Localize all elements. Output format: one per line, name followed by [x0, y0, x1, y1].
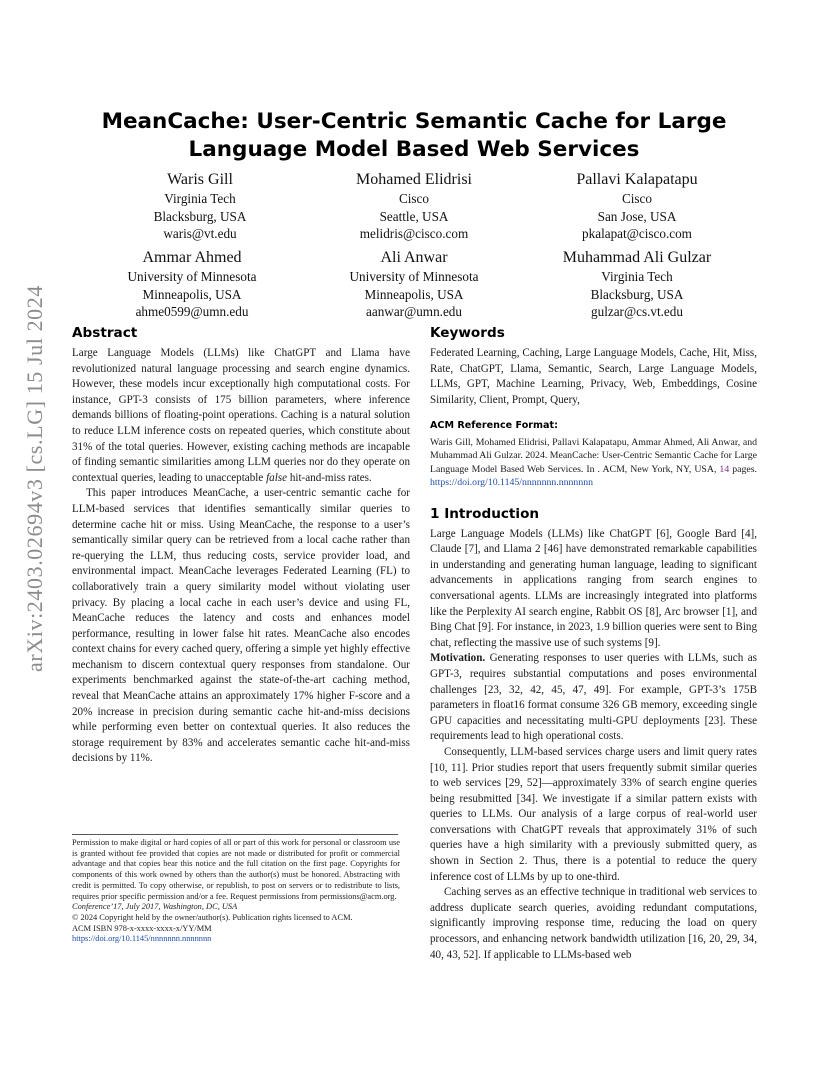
doi-link[interactable]: https://doi.org/10.1145/nnnnnnn.nnnnnnn [72, 934, 212, 944]
acm-reference-heading: ACM Reference Format: [430, 420, 558, 432]
arxiv-identifier-stamp: arXiv:2403.02694v3 [cs.LG] 15 Jul 2024 [22, 285, 47, 672]
author-email: melidris@cisco.com [359, 226, 469, 241]
author-affiliation: University of Minnesota [349, 269, 479, 284]
author-block [527, 170, 747, 243]
abstract-text: Large Language Models (LLMs) like ChatGPT and Llama have revolutionized natural language processing and search engine dynamics. However, these models incur exceptionally high computational costs. For instance, GPT-3 consists of 175 billion parameters, where inference demands billions of floating-point operations. Caching is a natural solution to reduce LLM inference costs on repeated queries, which constitute about 31% of the total queries. However, existing caching methods are incapable of finding semantic similarities among LLM queries nor do they operate on contextual queries, leading to unacceptable [72, 347, 410, 484]
permission-footnote [72, 838, 400, 945]
copyright-line: © 2024 Copyright held by the owner/author(s). Publication rights licensed to ACM. [72, 912, 353, 922]
intro-paragraph: Caching serves as an effective technique in traditional web services to address duplicate search queries, avoiding redundant computations, significantly improving response time, reducing the load on query processors, and enhancing network bandwidth utilization [16, 20, 29, 34, 40, 43, 52]. If applicable to LLMs-based web [430, 886, 757, 961]
author-block [304, 248, 524, 321]
author-email: ahme0599@umn.edu [135, 304, 249, 319]
intro-paragraph [430, 651, 757, 745]
permission-notice: Permission to make digital or hard copies of all or part of this work for personal or classroom use is granted without fee provided that copies are not made or distributed for profit or commercial advantage and that copies bear this notice and the full citation on the first page. Copyrights for components of this work owned by others than the author(s) must be honored. Abstracting with credit is permitted. To copy otherwise, or republish, to post on servers or to redistribute to lists, requires prior specific permission and/or a fee. Request permissions from permissions@acm.org. [72, 838, 400, 901]
keywords-heading: Keywords [430, 325, 505, 341]
keywords-text: Federated Learning, Caching, Large Language Models, Cache, Hit, Miss, Rate, ChatGPT, Llama, Semantic, Search, Large Language Models, LLMs, GPT, Machine Learning, Privacy, Web, Embeddings, Cosine Similarity, Client, Prompt, Query, [430, 347, 757, 406]
author-name: Ali Anwar [380, 249, 448, 266]
footnote-divider [72, 834, 398, 835]
acm-doi-link[interactable]: https://doi.org/10.1145/nnnnnnn.nnnnnnn [430, 477, 594, 489]
author-name: Mohamed Elidrisi [356, 171, 472, 188]
author-name: Muhammad Ali Gulzar [562, 249, 712, 266]
author-affiliation: University of Minnesota [127, 269, 257, 284]
author-email: waris@vt.edu [163, 226, 237, 241]
abstract-paragraph: This paper introduces MeanCache, a user-centric semantic cache for LLM-based services that identifies semantically similar queries to determine cache hit or miss. Using MeanCache, the response to a user’s semantically similar query can be retrieved from a local cache rather than re-querying the LLM, thus reducing costs, service provider load, and environmental impact. MeanCache leverages Federated Learning (FL) to collaboratively train a query similarity model without violating user privacy. By placing a local cache in each user’s device and using FL, MeanCache reduces the latency and costs and enhances model performance, resulting in lower false hit rates. MeanCache also encodes context chains for every cached query, offering a simple yet highly effective mechanism to discern contextual query responses from standalone. Our experiments benchmarked against the state-of-the-art caching method, reveal that MeanCache attains an approximately 17% higher F-score and a 20% increase in precision during semantic cache hit-and-miss decisions while performing even better on contextual queries. It also reduces the storage requirement by 83% and accelerates semantic cache hit-and-miss decisions by 11%. [72, 487, 410, 765]
author-block [82, 248, 302, 321]
author-location: Minneapolis, USA [142, 286, 242, 302]
author-affiliation: Virginia Tech [164, 191, 236, 206]
paper-title: MeanCache: User-Centric Semantic Cache for Large Language Model Based Web Services [101, 109, 727, 162]
author-email: gulzar@cs.vt.edu [591, 304, 683, 319]
abstract-heading: Abstract [72, 325, 138, 341]
conference-line [72, 902, 400, 913]
author-location: Blacksburg, USA [590, 286, 684, 302]
author-block [527, 248, 747, 321]
author-name: Ammar Ahmed [142, 249, 242, 266]
author-block [90, 170, 310, 243]
author-name: Waris Gill [167, 171, 233, 188]
author-location: Seattle, USA [379, 208, 449, 224]
author-affiliation: Cisco [621, 191, 653, 206]
abstract-paragraph [72, 346, 410, 486]
author-affiliation: Virginia Tech [601, 269, 673, 284]
author-name: Pallavi Kalapatapu [576, 171, 698, 188]
author-affiliation: Cisco [398, 191, 430, 206]
page-count[interactable]: 14 [719, 463, 730, 475]
conference-text: Conference’17, July 2017, Washington, DC, USA [72, 902, 238, 912]
emphasis-text: false [266, 471, 288, 484]
left-column [72, 324, 410, 767]
author-block [304, 170, 524, 243]
author-email: pkalapat@cisco.com [582, 226, 692, 241]
motivation-text: Generating responses to user queries with LLMs, such as GPT-3, requires substantial computations and poses environmental challenges [23, 32, 42, 45, 47, 49]. For example, GPT-3’s 175B parameters in float16 format consume 326 GB memory, exceeding single GPU capacities and necessitating multi-GPU deployments [23]. These requirements lead to high operational costs. [430, 652, 757, 743]
acm-reference-body: Waris Gill, Mohamed Elidrisi, Pallavi Kalapatapu, Ammar Ahmed, Ali Anwar, and Muhammad Ali Gulzar. 2024. MeanCache: User-Centric Semantic Cache for Large Language Model Based Web Services. In . ACM, New York, NY, USA, [430, 436, 757, 475]
author-location: Blacksburg, USA [153, 208, 247, 224]
motivation-label: Motivation. [430, 652, 486, 665]
author-location: San Jose, USA [597, 208, 677, 224]
right-column [430, 324, 757, 963]
abstract-text: hit-and-miss rates. [289, 471, 372, 484]
intro-paragraph: Consequently, LLM-based services charge users and limit query rates [10, 11]. Prior studies report that users frequently submit similar queries to web services [29, 52]—approximately 33% of search engine queries being resubmitted [34]. We investigate if a similar pattern exists with queries to LLMs. Our analysis of a large corpus of real-world user conversations with ChatGPT reveals that approximately 31% of such queries have a high similarity with a previously submitted query, as shown in Section 2. Thus, there is a potential to reduce the query inference cost of LLMs by up to one-third. [430, 745, 757, 883]
isbn-line: ACM ISBN 978-x-xxxx-xxxx-x/YY/MM [72, 923, 212, 933]
introduction-heading: 1 Introduction [430, 505, 540, 522]
author-email: aanwar@umn.edu [366, 304, 462, 319]
author-location: Minneapolis, USA [364, 286, 464, 302]
intro-paragraph: Large Language Models (LLMs) like ChatGPT [6], Google Bard [4], Claude [7], and Llama 2 [46] have demonstrated remarkable capabilities in understanding and generating human language, leading to significant advancements in applications ranging from search engines to conversational agents. LLMs are increasingly integrated into platforms like the Perplexity AI search engine, Rabbit OS [8], Arc browser [1], and Bing Chat [9]. For instance, in 2023, 1.9 billion queries were sent to Bing chat, reflecting the massive use of such systems [9]. [430, 527, 757, 649]
acm-reference-text [430, 436, 757, 490]
pages-word: pages. [732, 463, 757, 475]
